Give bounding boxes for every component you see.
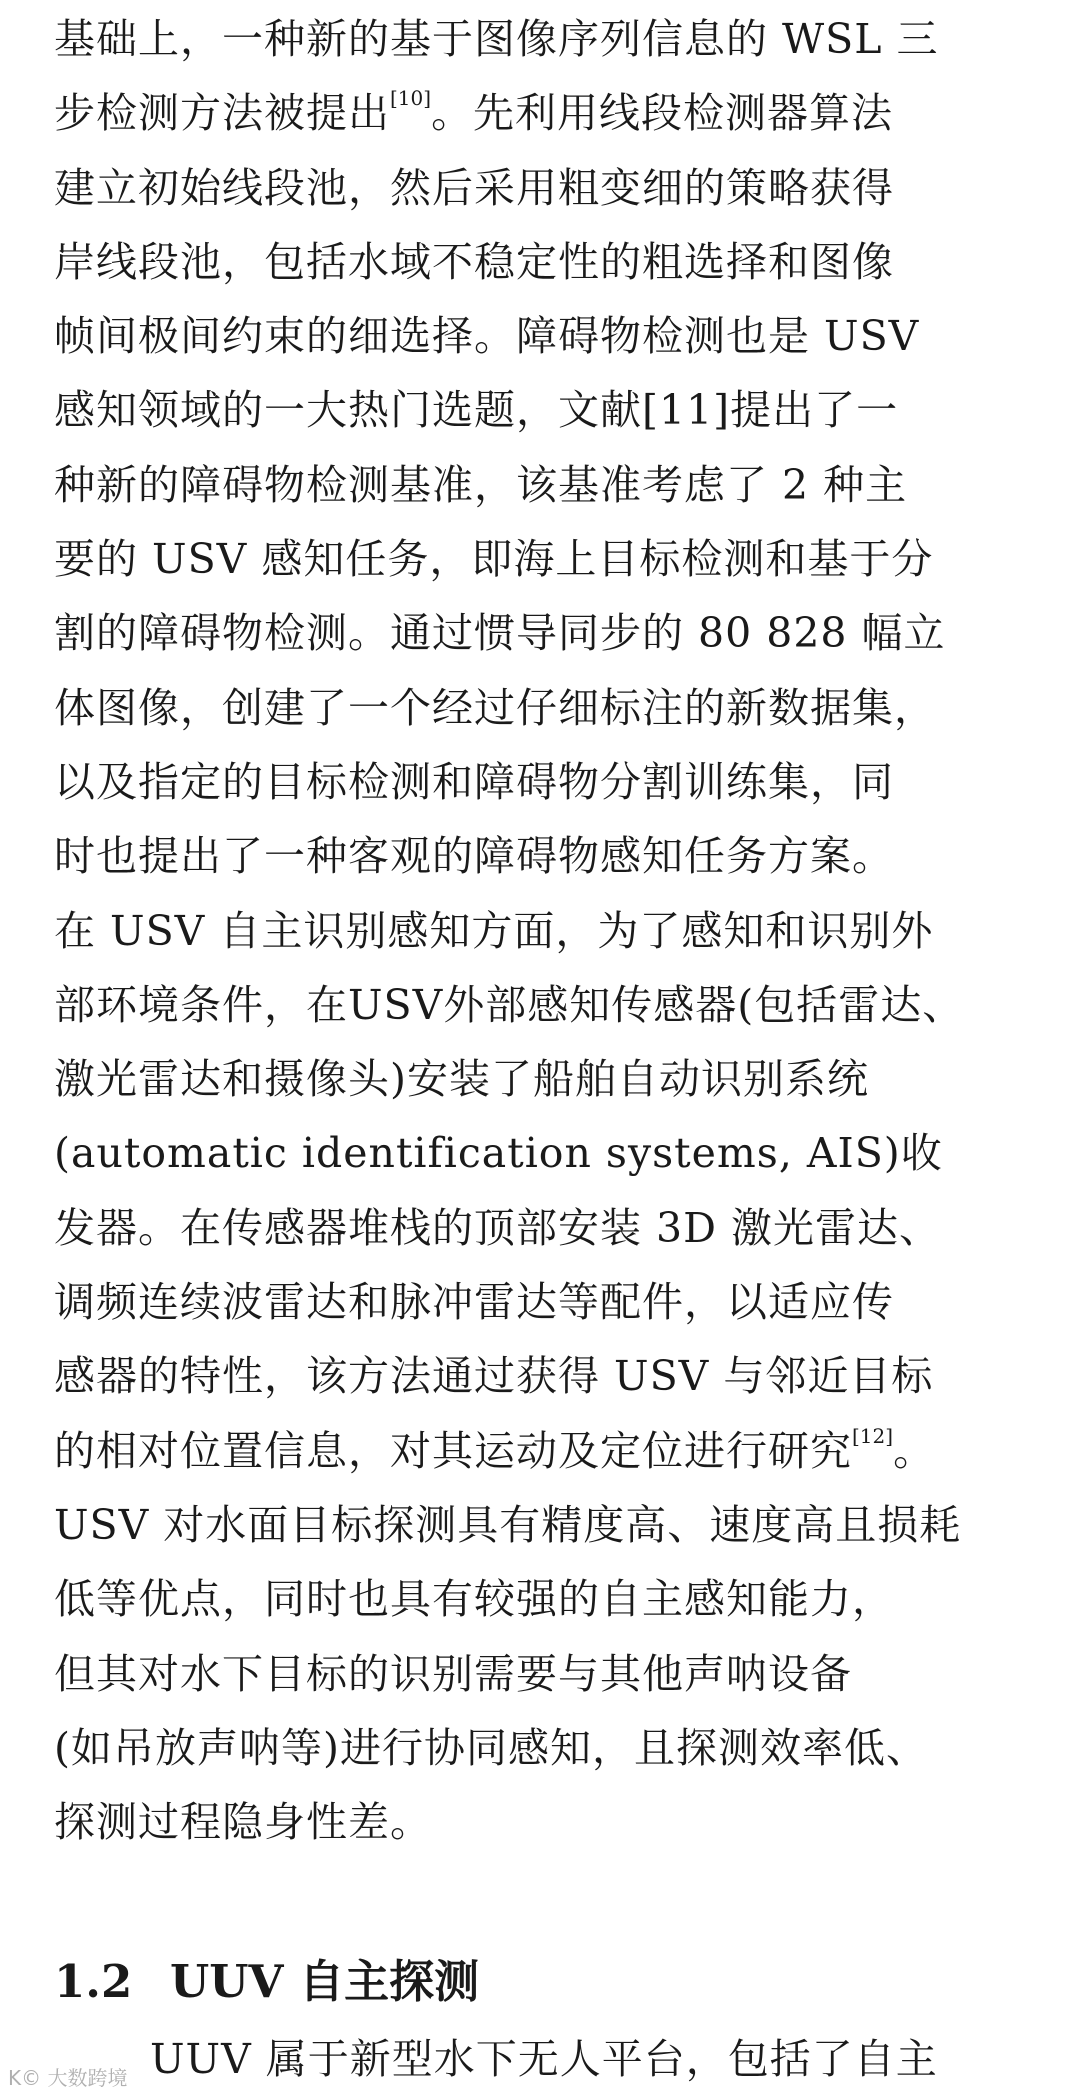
text-line: 感器的特性，该方法通过获得 USV 与邻近目标	[54, 1352, 934, 1401]
section-heading	[54, 1952, 479, 2012]
citation-ref: [12]	[852, 1423, 894, 1448]
text-line: 但其对水下目标的识别需要与其他声呐设备	[54, 1649, 852, 1698]
text-line: 探测过程隐身性差。	[54, 1798, 432, 1847]
body-paragraph	[54, 2, 1054, 1859]
text-line: 发器。在传感器堆栈的顶部安装 3D 激光雷达、	[54, 1203, 942, 1252]
citation-ref: [10]	[390, 86, 432, 111]
text-line: 种新的障碍物检测基准，该基准考虑了 2 种主	[54, 460, 908, 509]
text-line: 建立初始线段池，然后采用粗变细的策略获得	[54, 163, 894, 212]
next-paragraph-first-line: UUV 属于新型水下无人平台，包括了自主	[150, 2035, 938, 2083]
section-number: 1.2	[54, 1955, 133, 2008]
text-line: 部环境条件，在USV外部感知传感器(包括雷达、	[54, 980, 965, 1029]
text-line: 低等优点，同时也具有较强的自主感知能力，	[54, 1575, 894, 1624]
text-line: 感知领域的一大热门选题，文献[11]提出了一	[54, 386, 899, 435]
text-line: 调频连续波雷达和脉冲雷达等配件，以适应传	[54, 1278, 894, 1327]
text-line: (如吊放声呐等)进行协同感知，且探测效率低、	[54, 1723, 928, 1772]
text-line: 时也提出了一种客观的障碍物感知任务方案。	[54, 832, 894, 881]
watermark: K© 大数跨境	[8, 2066, 128, 2090]
text-line: 岸线段池，包括水域不稳定性的粗选择和图像	[54, 237, 894, 286]
text-line: 基础上，一种新的基于图像序列信息的 WSL 三	[54, 15, 939, 63]
text-line: 体图像，创建了一个经过仔细标注的新数据集，	[54, 683, 936, 732]
text-line: (automatic identification systems, AIS)收	[54, 1129, 943, 1178]
text-line: 步检测方法被提出[10]。先利用线段检测器算法	[54, 86, 894, 138]
text-line: 以及指定的目标检测和障碍物分割训练集，同	[54, 757, 894, 806]
section-title: UUV 自主探测	[170, 1955, 480, 2008]
text-line: USV 对水面目标探测具有精度高、速度高且损耗	[54, 1500, 962, 1549]
text-line: 在 USV 自主识别感知方面，为了感知和识别外	[54, 906, 934, 955]
text-line: 割的障碍物检测。通过惯导同步的 80 828 幅立	[54, 609, 946, 658]
text-line: 要的 USV 感知任务，即海上目标检测和基于分	[54, 535, 934, 584]
text-line: 激光雷达和摄像头)安装了船舶自动识别系统	[54, 1055, 869, 1104]
text-line: 的相对位置信息，对其运动及定位进行研究[12]。	[54, 1423, 936, 1475]
text-line: 帧间极间约束的细选择。障碍物检测也是 USV	[54, 312, 920, 361]
